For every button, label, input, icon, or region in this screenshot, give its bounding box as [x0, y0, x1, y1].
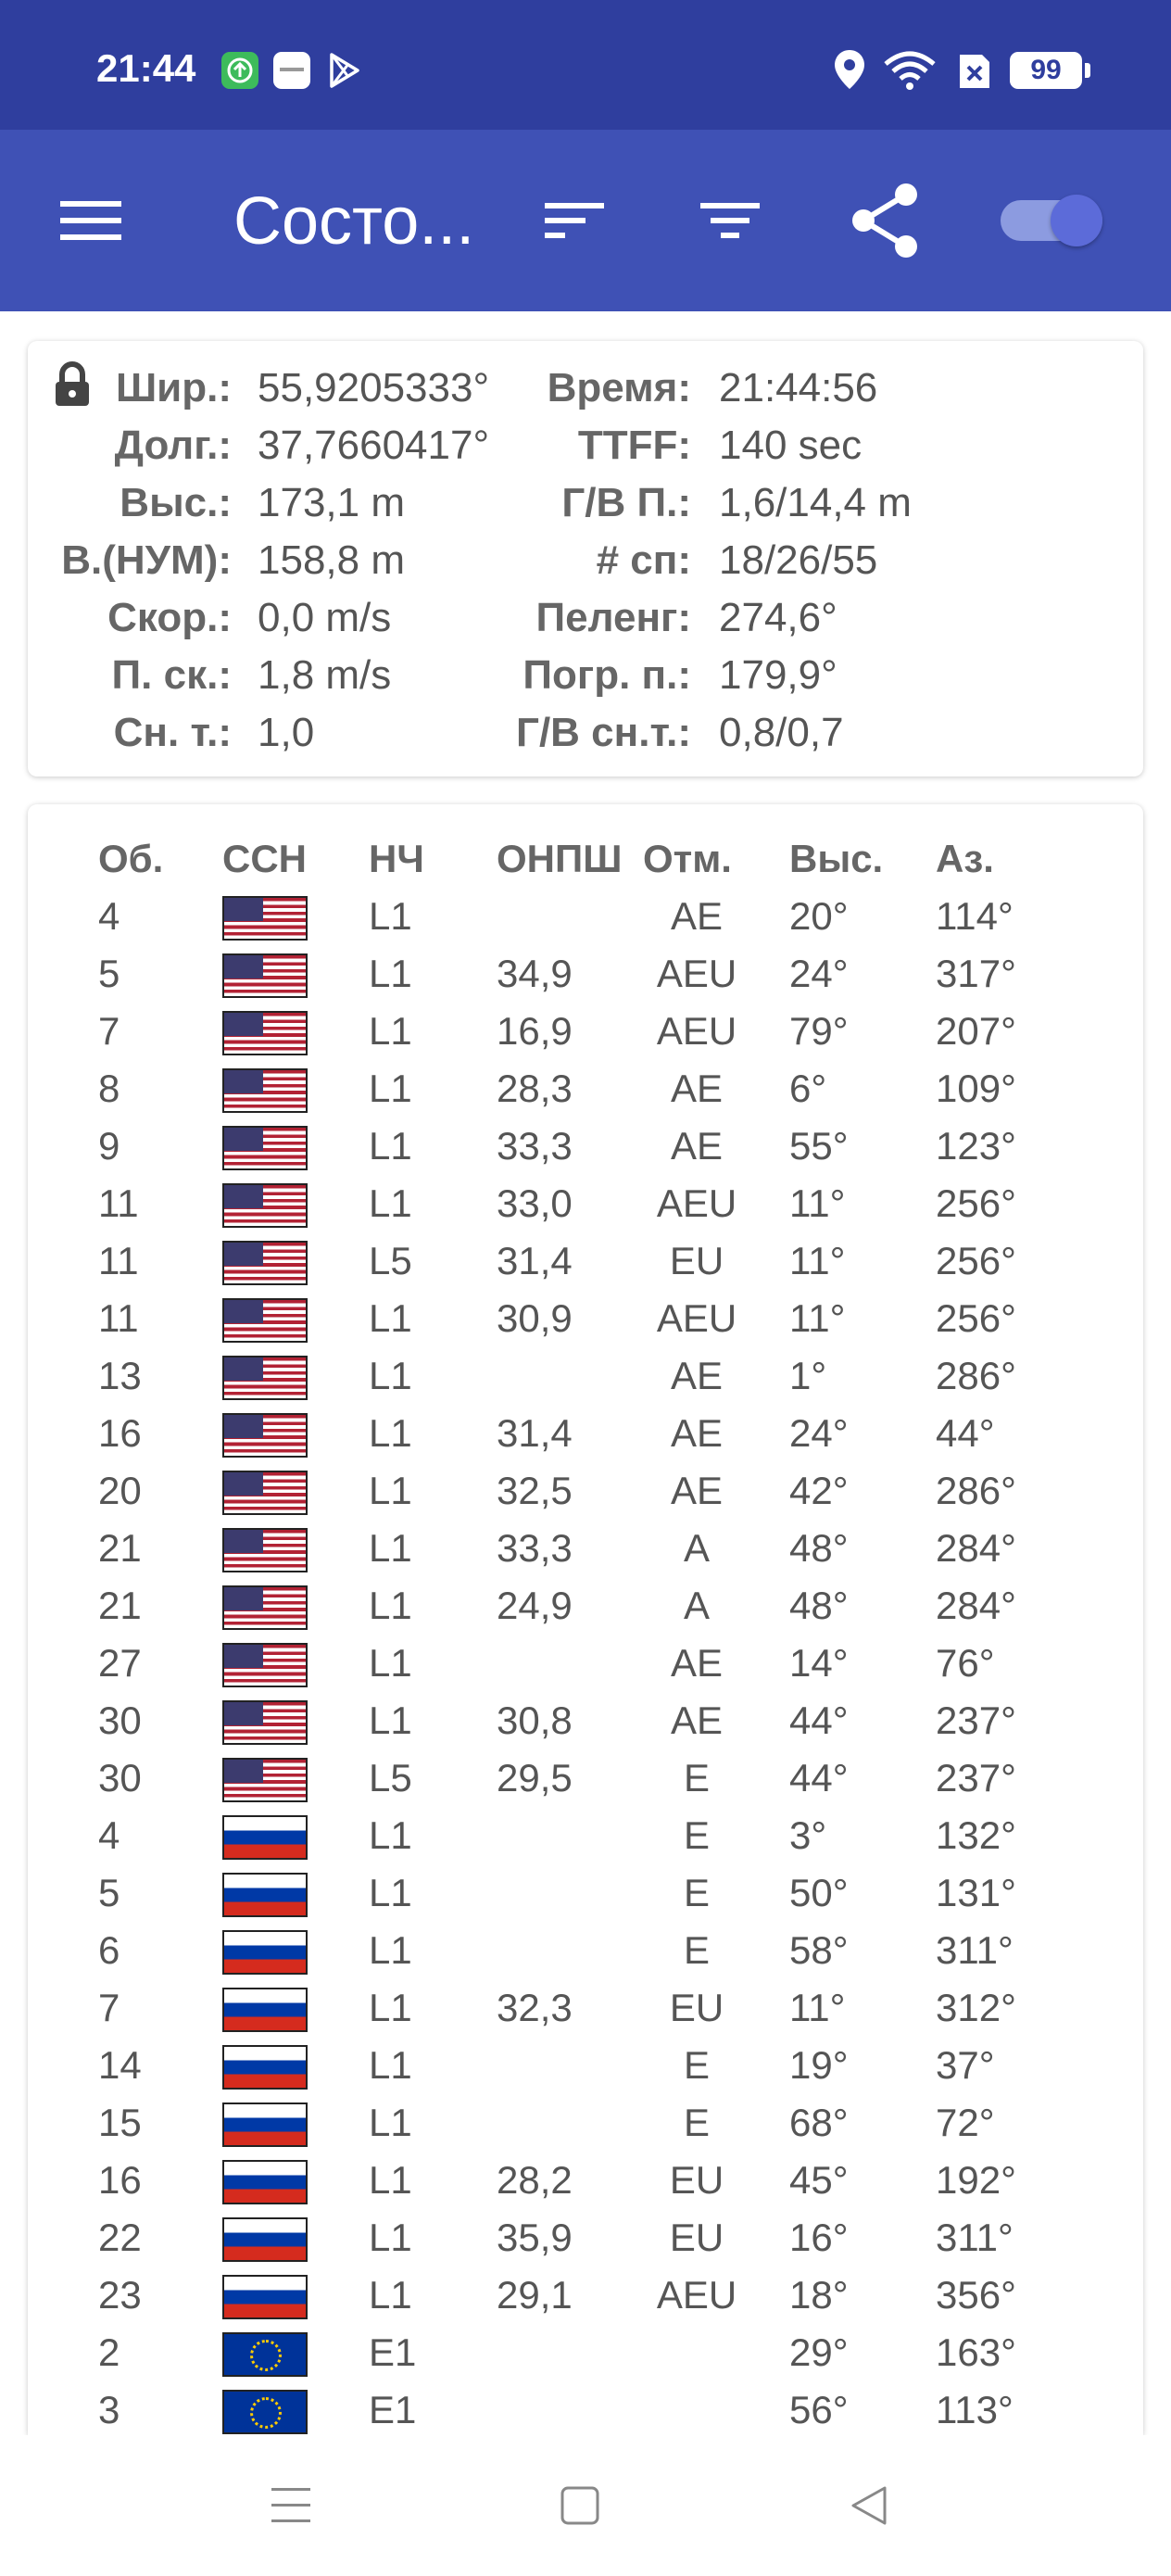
table-row[interactable] [28, 1922, 1143, 1979]
wifi-icon [882, 51, 938, 90]
info-row [28, 474, 1143, 532]
menu-icon [58, 197, 123, 244]
frequency-cell: L1 [369, 2101, 412, 2144]
frequency-cell: L1 [369, 952, 412, 995]
flags-cell: E [683, 1871, 710, 1914]
azimuth-cell: 131° [936, 1871, 1016, 1914]
table-row[interactable] [28, 2094, 1143, 2152]
flags-cell: E [683, 2043, 710, 2087]
table-row[interactable] [28, 2037, 1143, 2094]
info-row [28, 417, 1143, 474]
flags-cell: E [683, 1813, 710, 1857]
frequency-cell: L1 [369, 1296, 412, 1340]
russia-flag-icon [222, 1988, 308, 2032]
info-value: 274,6° [719, 595, 837, 640]
status-time: 21:44 [96, 46, 196, 90]
info-value: 0,0 m/s [258, 595, 392, 640]
info-value: 55,9205333° [258, 365, 490, 410]
col-header-flags[interactable]: Отм. [643, 837, 732, 880]
usa-flag-icon [222, 1183, 308, 1228]
sat-id-cell: 23 [98, 2273, 142, 2317]
usa-flag-icon [222, 896, 308, 941]
usa-flag-icon [222, 953, 308, 998]
sat-id-cell: 14 [98, 2043, 142, 2087]
info-row [28, 360, 1143, 417]
azimuth-cell: 286° [936, 1354, 1016, 1397]
info-value: 37,7660417° [258, 423, 490, 468]
frequency-cell: L1 [369, 1181, 412, 1225]
flags-cell: A [683, 1526, 710, 1570]
sort-icon [543, 199, 606, 242]
col-header-azimuth[interactable]: Аз. [936, 837, 994, 880]
usa-flag-icon [222, 1356, 308, 1400]
sort-button[interactable] [530, 176, 619, 265]
col-header-sat-id[interactable]: Об. [98, 837, 164, 880]
frequency-cell: L1 [369, 894, 412, 938]
info-row [28, 647, 1143, 704]
frequency-cell: L1 [369, 1813, 412, 1857]
satellite-table-card [28, 804, 1143, 2435]
elevation-cell: 19° [789, 2043, 849, 2087]
eu-flag-icon [222, 2390, 308, 2434]
frequency-cell: L1 [369, 1009, 412, 1053]
russia-flag-icon [222, 2217, 308, 2262]
usa-flag-icon [222, 1011, 308, 1055]
cn0-cell: 33,3 [497, 1124, 573, 1168]
russia-flag-icon [222, 2102, 308, 2147]
cn0-cell: 28,3 [497, 1067, 573, 1110]
flags-cell: AE [670, 1469, 724, 1512]
elevation-cell: 11° [789, 1986, 846, 2029]
col-header-gnss[interactable]: ССН [222, 837, 307, 880]
flags-cell: EU [669, 2158, 724, 2202]
sat-id-cell: 11 [98, 1239, 139, 1282]
frequency-cell: L1 [369, 2158, 412, 2202]
flags-cell: E [683, 2101, 710, 2144]
flags-cell: AEU [656, 2273, 737, 2317]
azimuth-cell: 192° [936, 2158, 1016, 2202]
menu-button[interactable] [46, 176, 135, 265]
cn0-cell: 29,5 [497, 1756, 573, 1799]
table-row[interactable] [28, 2267, 1143, 2324]
toggle-switch[interactable] [1001, 195, 1104, 246]
flags-cell: AE [670, 1067, 724, 1110]
cn0-cell: 16,9 [497, 1009, 573, 1053]
cn0-cell: 30,9 [497, 1296, 573, 1340]
info-value: 18/26/55 [719, 537, 878, 583]
usa-flag-icon [222, 1758, 308, 1802]
elevation-cell: 11° [789, 1239, 846, 1282]
elevation-cell: 29° [789, 2330, 849, 2374]
azimuth-cell: 44° [936, 1411, 995, 1455]
azimuth-cell: 37° [936, 2043, 995, 2087]
back-button[interactable] [839, 2476, 899, 2535]
col-header-elevation[interactable]: Выс. [789, 837, 884, 880]
elevation-cell: 14° [789, 1641, 849, 1685]
flags-cell: AE [670, 1411, 724, 1455]
frequency-cell: L1 [369, 1067, 412, 1110]
filter-icon [699, 199, 762, 242]
azimuth-cell: 237° [936, 1756, 1016, 1799]
page-title: Состо... [233, 184, 475, 259]
azimuth-cell: 356° [936, 2273, 1016, 2317]
cn0-cell: 33,0 [497, 1181, 573, 1225]
table-row[interactable] [28, 2152, 1143, 2209]
frequency-cell: L1 [369, 1526, 412, 1570]
location-icon [830, 48, 869, 87]
share-icon [849, 182, 923, 259]
elevation-cell: 24° [789, 1411, 849, 1455]
frequency-cell: L1 [369, 1928, 412, 1972]
elevation-cell: 56° [789, 2388, 849, 2431]
table-row[interactable] [28, 888, 1143, 945]
usa-flag-icon [222, 1068, 308, 1113]
flags-cell: AE [670, 1698, 724, 1742]
usa-flag-icon [222, 1700, 308, 1745]
info-label: Пеленг: [535, 595, 691, 640]
info-label: Выс.: [120, 480, 232, 525]
azimuth-cell: 284° [936, 1526, 1016, 1570]
elevation-cell: 48° [789, 1526, 849, 1570]
sat-id-cell: 7 [98, 1986, 120, 2029]
flags-cell: E [683, 1756, 710, 1799]
sat-id-cell: 5 [98, 1871, 120, 1914]
table-row[interactable] [28, 1749, 1143, 1807]
info-label: Г/В П.: [561, 480, 691, 525]
azimuth-cell: 286° [936, 1469, 1016, 1512]
info-value: 1,8 m/s [258, 652, 392, 698]
col-header-cn0[interactable]: ОНПШ [497, 837, 623, 880]
sat-id-cell: 21 [98, 1526, 142, 1570]
flags-cell: AE [670, 1641, 724, 1685]
russia-flag-icon [222, 1873, 308, 1917]
home-icon [559, 2484, 601, 2527]
frequency-cell: L1 [369, 1411, 412, 1455]
table-row[interactable] [28, 1232, 1143, 1290]
usa-flag-icon [222, 1298, 308, 1343]
info-label: Долг.: [114, 423, 232, 468]
elevation-cell: 18° [789, 2273, 849, 2317]
elevation-cell: 44° [789, 1756, 849, 1799]
flags-cell: E [683, 1928, 710, 1972]
usa-flag-icon [222, 1471, 308, 1515]
sat-id-cell: 5 [98, 952, 120, 995]
azimuth-cell: 256° [936, 1296, 1016, 1340]
info-value: 173,1 m [258, 480, 405, 525]
frequency-cell: L1 [369, 1354, 412, 1397]
info-label: # сп: [596, 537, 691, 583]
sat-id-cell: 21 [98, 1584, 142, 1627]
play-store-icon [324, 51, 363, 90]
azimuth-cell: 132° [936, 1813, 1016, 1857]
position-info-card [28, 341, 1143, 777]
eu-flag-icon [222, 2332, 308, 2377]
sat-id-cell: 27 [98, 1641, 142, 1685]
sat-id-cell: 22 [98, 2216, 142, 2259]
sat-id-cell: 4 [98, 1813, 120, 1857]
cn0-cell: 31,4 [497, 1411, 573, 1455]
flags-cell: A [683, 1584, 710, 1627]
info-value: 0,8/0,7 [719, 710, 844, 755]
azimuth-cell: 109° [936, 1067, 1016, 1110]
table-row[interactable] [28, 1290, 1143, 1347]
sat-id-cell: 2 [98, 2330, 120, 2374]
elevation-cell: 11° [789, 1181, 846, 1225]
info-value: 1,6/14,4 m [719, 480, 912, 525]
info-row [28, 704, 1143, 762]
table-row[interactable] [28, 1979, 1143, 2037]
elevation-cell: 79° [789, 1009, 849, 1053]
table-row[interactable] [28, 1635, 1143, 1692]
azimuth-cell: 256° [936, 1181, 1016, 1225]
cn0-cell: 28,2 [497, 2158, 573, 2202]
home-button[interactable] [550, 2476, 610, 2535]
frequency-cell: L1 [369, 2273, 412, 2317]
table-row[interactable] [28, 1807, 1143, 1864]
flags-cell: AEU [656, 952, 737, 995]
info-label: В.(НУМ): [61, 537, 232, 583]
table-row[interactable] [28, 945, 1143, 1003]
table-row[interactable] [28, 1692, 1143, 1749]
azimuth-cell: 113° [936, 2388, 1014, 2431]
info-value: 21:44:56 [719, 365, 878, 410]
frequency-cell: L5 [369, 1239, 412, 1282]
elevation-cell: 68° [789, 2101, 849, 2144]
cn0-cell: 30,8 [497, 1698, 573, 1742]
usa-flag-icon [222, 1585, 308, 1630]
flags-cell: AE [670, 1124, 724, 1168]
cn0-cell: 35,9 [497, 2216, 573, 2259]
russia-flag-icon [222, 2275, 308, 2319]
table-row[interactable] [28, 1003, 1143, 1060]
russia-flag-icon [222, 1930, 308, 1975]
frequency-cell: L1 [369, 1641, 412, 1685]
col-header-frequency[interactable]: НЧ [369, 837, 424, 880]
elevation-cell: 3° [789, 1813, 827, 1857]
table-row[interactable] [28, 1577, 1143, 1635]
elevation-cell: 44° [789, 1698, 849, 1742]
info-value: 179,9° [719, 652, 837, 698]
usa-flag-icon [222, 1528, 308, 1572]
recents-icon [268, 2484, 314, 2527]
table-row[interactable] [28, 1347, 1143, 1405]
info-label: Сн. т.: [113, 710, 232, 755]
frequency-cell: L1 [369, 2043, 412, 2087]
info-value: 1,0 [258, 710, 315, 755]
azimuth-cell: 123° [936, 1124, 1016, 1168]
table-row[interactable] [28, 1864, 1143, 1922]
frequency-cell: L1 [369, 1986, 412, 2029]
flags-cell: AE [670, 1354, 724, 1397]
azimuth-cell: 317° [936, 952, 1016, 995]
sat-id-cell: 30 [98, 1756, 142, 1799]
elevation-cell: 1° [789, 1354, 827, 1397]
table-row[interactable] [28, 1405, 1143, 1462]
sat-id-cell: 11 [98, 1181, 139, 1225]
frequency-cell: L1 [369, 1469, 412, 1512]
sat-id-cell: 11 [98, 1296, 139, 1340]
table-row[interactable] [28, 1118, 1143, 1175]
sat-id-cell: 16 [98, 2158, 142, 2202]
azimuth-cell: 284° [936, 1584, 1016, 1627]
frequency-cell: L5 [369, 1756, 412, 1799]
sat-id-cell: 6 [98, 1928, 120, 1972]
info-value: 140 sec [719, 423, 863, 468]
elevation-cell: 42° [789, 1469, 849, 1512]
table-row[interactable] [28, 1060, 1143, 1118]
flags-cell: EU [669, 1239, 724, 1282]
azimuth-cell: 311° [936, 1928, 1014, 1972]
flags-cell: EU [669, 1986, 724, 2029]
azimuth-cell: 163° [936, 2330, 1016, 2374]
azimuth-cell: 256° [936, 1239, 1016, 1282]
azimuth-cell: 312° [936, 1986, 1016, 2029]
info-row [28, 589, 1143, 647]
sat-id-cell: 16 [98, 1411, 142, 1455]
notification-app-icon [272, 51, 311, 90]
info-value: 158,8 m [258, 537, 405, 583]
elevation-cell: 16° [789, 2216, 849, 2259]
flags-cell: AEU [656, 1009, 737, 1053]
russia-flag-icon [222, 2160, 308, 2204]
upload-app-icon [220, 51, 259, 90]
elevation-cell: 6° [789, 1067, 827, 1110]
sat-id-cell: 20 [98, 1469, 142, 1512]
frequency-cell: L1 [369, 1871, 412, 1914]
usa-flag-icon [222, 1126, 308, 1170]
frequency-cell: E1 [369, 2388, 417, 2431]
frequency-cell: E1 [369, 2330, 417, 2374]
table-row[interactable] [28, 1520, 1143, 1577]
info-row [28, 532, 1143, 589]
table-row[interactable] [28, 2381, 1143, 2435]
sat-id-cell: 13 [98, 1354, 142, 1397]
elevation-cell: 48° [789, 1584, 849, 1627]
azimuth-cell: 76° [936, 1641, 995, 1685]
back-icon [848, 2484, 890, 2527]
sat-id-cell: 15 [98, 2101, 142, 2144]
usa-flag-icon [222, 1643, 308, 1687]
sim-off-icon [956, 51, 995, 90]
cn0-cell: 34,9 [497, 952, 573, 995]
usa-flag-icon [222, 1241, 308, 1285]
elevation-cell: 45° [789, 2158, 849, 2202]
azimuth-cell: 72° [936, 2101, 995, 2144]
info-label: Шир.: [115, 365, 232, 410]
filter-button[interactable] [686, 176, 774, 265]
usa-flag-icon [222, 1413, 308, 1458]
russia-flag-icon [222, 1815, 308, 1860]
elevation-cell: 50° [789, 1871, 849, 1914]
azimuth-cell: 114° [936, 894, 1014, 938]
info-label: П. ск.: [111, 652, 232, 698]
elevation-cell: 58° [789, 1928, 849, 1972]
cn0-cell: 33,3 [497, 1526, 573, 1570]
frequency-cell: L1 [369, 1584, 412, 1627]
status-bar [0, 0, 1171, 130]
russia-flag-icon [222, 2045, 308, 2090]
elevation-cell: 11° [789, 1296, 846, 1340]
info-label: Г/В сн.т.: [516, 710, 691, 755]
flags-cell: AEU [656, 1181, 737, 1225]
navigation-bar [0, 2435, 1171, 2576]
toggle-thumb [1051, 195, 1102, 246]
cn0-cell: 32,3 [497, 1986, 573, 2029]
info-label: Скор.: [107, 595, 232, 640]
table-row[interactable] [28, 2324, 1143, 2381]
flags-cell: AEU [656, 1296, 737, 1340]
azimuth-cell: 237° [936, 1698, 1016, 1742]
table-row[interactable] [28, 1175, 1143, 1232]
sat-id-cell: 3 [98, 2388, 120, 2431]
cn0-cell: 32,5 [497, 1469, 573, 1512]
cn0-cell: 31,4 [497, 1239, 573, 1282]
app-bar [0, 130, 1171, 311]
share-button[interactable] [841, 176, 930, 265]
sat-id-cell: 4 [98, 894, 120, 938]
recents-button[interactable] [261, 2476, 321, 2535]
elevation-cell: 20° [789, 894, 849, 938]
frequency-cell: L1 [369, 2216, 412, 2259]
azimuth-cell: 207° [936, 1009, 1016, 1053]
sat-id-cell: 8 [98, 1067, 120, 1110]
elevation-cell: 24° [789, 952, 849, 995]
sat-id-cell: 9 [98, 1124, 120, 1168]
sat-id-cell: 7 [98, 1009, 120, 1053]
elevation-cell: 55° [789, 1124, 849, 1168]
frequency-cell: L1 [369, 1698, 412, 1742]
frequency-cell: L1 [369, 1124, 412, 1168]
cn0-cell: 29,1 [497, 2273, 573, 2317]
sat-id-cell: 30 [98, 1698, 142, 1742]
table-row[interactable] [28, 2209, 1143, 2267]
info-label: TTFF: [577, 423, 691, 468]
table-row[interactable] [28, 1462, 1143, 1520]
info-label: Время: [547, 365, 691, 410]
flags-cell: AE [670, 894, 724, 938]
battery-indicator: 99 [1010, 52, 1082, 89]
azimuth-cell: 311° [936, 2216, 1014, 2259]
cn0-cell: 24,9 [497, 1584, 573, 1627]
info-label: Погр. п.: [523, 652, 691, 698]
flags-cell: EU [669, 2216, 724, 2259]
